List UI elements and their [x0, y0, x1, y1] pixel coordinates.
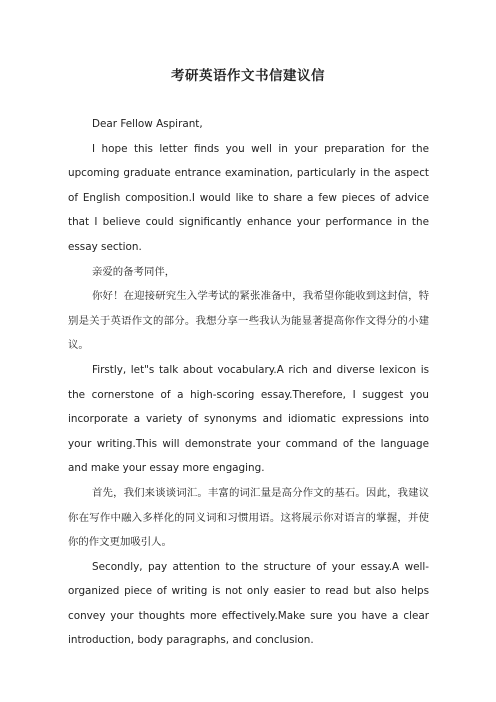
paragraph-structure-english: Secondly, pay attention to the structure of your essay.A well-organized piece of writing is not only easier to read but also helps convey your thoughts more effectively.Make sure you have a clear introduction, body paragraphs, and conclusion.	[68, 560, 429, 647]
paragraph-vocabulary-english: Firstly, let"s talk about vocabulary.A rich and diverse lexicon is the cornerstone of a high-scoring essay.Therefore, I suggest you incorporate a variety of synonyms and idiomatic expressions into your writing.This will demonstrate your command of the language and make your essay more engaging.	[68, 363, 429, 475]
paragraph-intro-english: I hope this letter finds you well in your preparation for the upcoming graduate entrance examination, particularly in the aspect of English composition.I would like to share a few pieces of advice that I believe could significantly enhance your performance in the essay section.	[68, 142, 429, 253]
paragraph-intro-chinese: 你好！在迎接研究生入学考试的紧张准备中，我希望你能收到这封信，特别是关于英语作文的部分。我想分享一些我认为能显著提高你作文得分的小建议。	[68, 290, 429, 352]
document-body	[68, 112, 429, 653]
paragraph-vocabulary-chinese: 首先，我们来谈谈词汇。丰富的词汇量是高分作文的基石。因此，我建议你在写作中融入多样化的同义词和习惯用语。这将展示你对语言的掌握，并使你的作文更加吸引人。	[68, 486, 429, 549]
salutation-english: Dear Fellow Aspirant,	[92, 118, 203, 130]
document-title: 考研英语作文书信建议信	[171, 68, 325, 84]
salutation-chinese: 亲爱的备考同伴，	[92, 265, 176, 278]
